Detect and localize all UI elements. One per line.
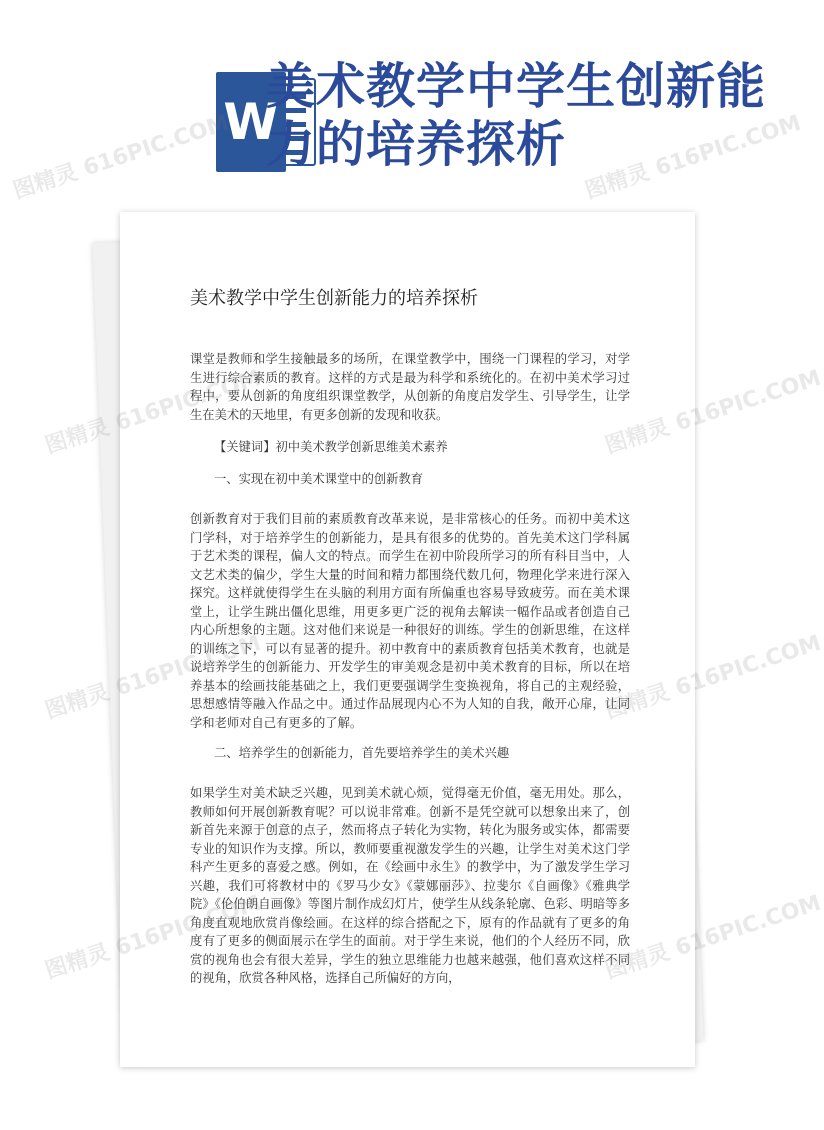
header [0, 0, 800, 215]
watermark: 图精灵 616PIC.COM [602, 630, 824, 725]
intro-paragraph: 课堂是教师和学生接触最多的场所，在课堂教学中，围绕一门课程的学习，对学生进行综合素质的教育。这样的方式是最为科学和系统化的。在初中美术学习过程中，要从创新的角度组织课堂教学，从创新的角度启发学生、引导学生，让学生在美术的天地里，有更多创新的发现和收获。 [190, 352, 630, 422]
keywords-line: 【关键词】初中美术教学创新思维美术素养 [214, 440, 448, 454]
watermark: 图精灵 [42, 679, 113, 725]
page-title: 美术教学中学生创新能力的培养探析 [266, 58, 767, 173]
section1-heading: 一、实现在初中美术课堂中的创新教育 [214, 472, 424, 486]
watermark: 图精灵 616PIC.COM [602, 365, 824, 460]
watermark: 图精灵 [42, 414, 113, 460]
section2-heading: 二、培养学生的创新能力，首先要培养学生的美术兴趣 [214, 746, 510, 760]
watermark: 图精灵 616PIC.COM [602, 890, 824, 985]
watermark: 图精灵 616PIC.COM [10, 110, 233, 205]
word-letter-badge: W [216, 72, 286, 172]
watermark: 图精灵 616PIC.COM [582, 110, 805, 205]
document-page [120, 212, 695, 1067]
watermark: 图精灵 [42, 939, 113, 985]
section2-paragraph: 如果学生对美术缺乏兴趣，见到美术就心烦，觉得毫无价值，毫无用处。那么，教师如何开展创新教育呢？可以说非常难。创新不是凭空就可以想象出来了，创新首先来源于创意的点子，然而将点子转化为实物，转化为服务或实体，都需要专业的知识作为支撑。所以，教师要重视激发学生的兴趣，让学生对美术这门学科产生更多的喜爱之感。例如，在《绘画中永生》的教学中，为了激发学生学习兴趣，我们可将教材中的《罗马少女》《蒙娜丽莎》、拉斐尔《自画像》《雅典学院》《伦伯朗自画像》等图片制作成幻灯片，使学生从线条轮廓、色彩、明暗等多角度直观地欣赏肖像绘画。在这样的综合搭配之下，原有的作品就有了更多的角度有了更多的侧面展示在学生的面前。对于学生来说，他们的个人经历不同，欣赏的视角也会有很大差异，学生的独立思维能力也越来越强，他们喜欢这样不同的视角，欣赏各种风格，选择自己所偏好的方向， [190, 786, 630, 985]
section1-paragraph: 创新教育对于我们目前的素质教育改革来说，是非常核心的任务。而初中美术这门学科，对于培养学生的创新能力，是具有很多的优势的。首先美术这门学科属于艺术类的课程，偏人文的特点。而学生在初中阶段所学习的所有科目当中，人文艺术类的偏少，学生大量的时间和精力都围绕代数几何，物理化学来进行深入探究。这样就使得学生在头脑的利用方面有所偏重也容易导致疲劳。而在美术课堂上，让学生跳出僵化思维，用更多更广泛的视角去解读一幅作品或者创造自己内心所想象的主题。这对他们来说是一种很好的训练。学生的创新思维，在这样的训练之下，可以有显著的提升。初中教育中的素质教育包括美术教育，也就是说培养学生的创新能力、开发学生的审美观念是初中美术教育的目标，所以在培养基本的绘画技能基础之上，我们更要强调学生变换视角，将自己的主观经验，思想感情等融入作品之中。通过作品展现内心不为人知的自我，敞开心扉，让同学和老师对自己有更多的了解。 [190, 512, 630, 730]
word-document-icon [108, 72, 279, 172]
document-title: 美术教学中学生创新能力的培养探析 [190, 288, 478, 309]
